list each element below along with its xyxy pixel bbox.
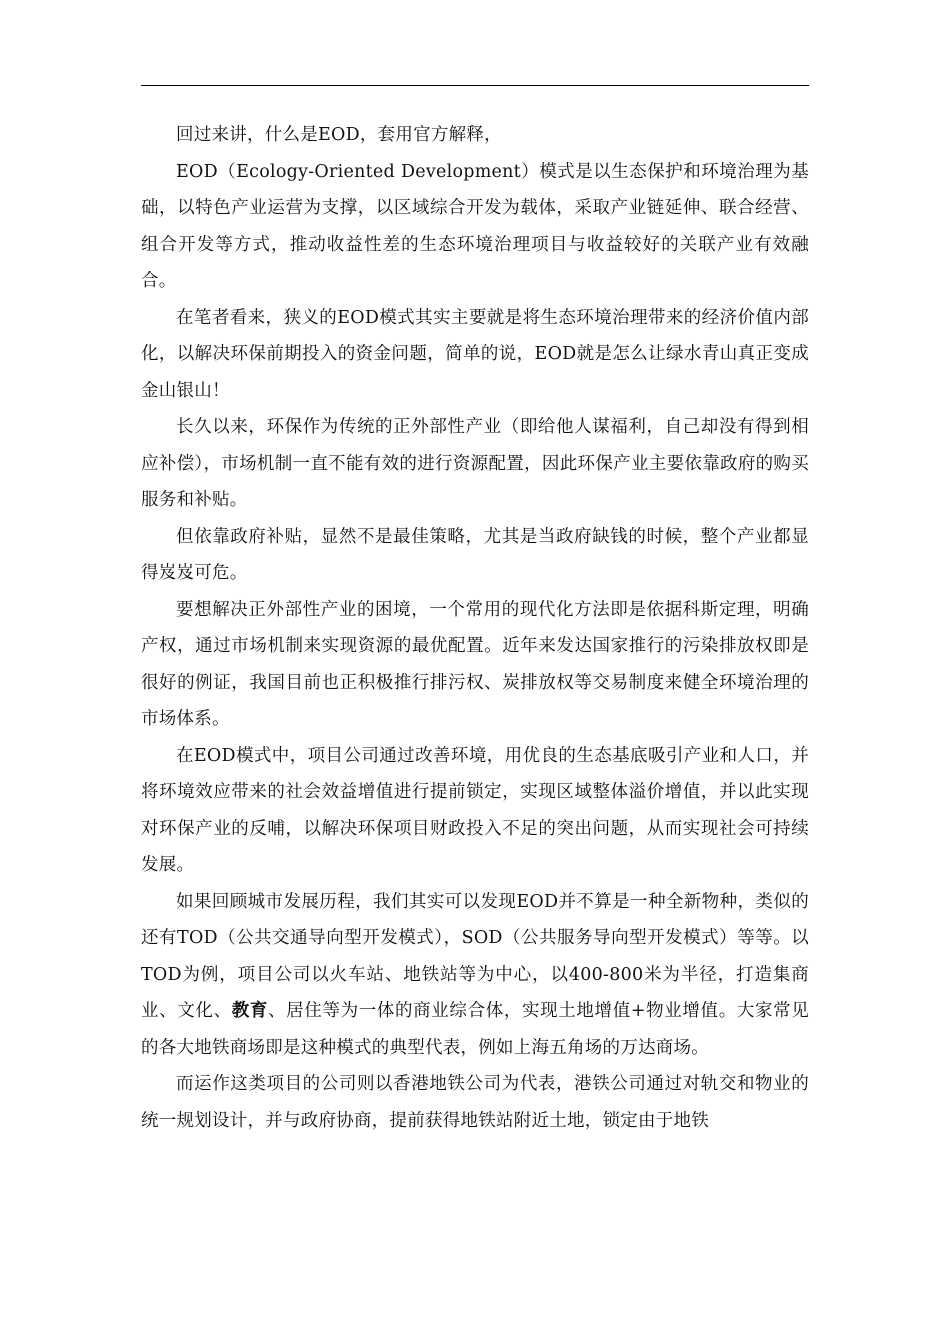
paragraph-8-text-before: 如果回顾城市发展历程，我们其实可以发现EOD并不算是一种全新物种，类似的还有TOD（公共交通导向型开发模式），SOD（公共服务导向型开发模式）等等。以TOD为例，项目公司以火车站、地铁站等为中心，以400-800米为半径，打造集商业、文化、 bbox=[141, 891, 809, 1021]
paragraph-4: 长久以来，环保作为传统的正外部性产业（即给他人谋福利，自己却没有得到相应补偿），市场机制一直不能有效的进行资源配置，因此环保产业主要依靠政府的购买服务和补贴。 bbox=[141, 417, 809, 510]
paragraph-2: EOD（Ecology-Oriented Development）模式是以生态保护和环境治理为基础，以特色产业运营为支撑，以区域综合开发为载体，采取产业链延伸、联合经营、组合开发等方式，推动收益性差的生态环境治理项目与收益较好的关联产业有效融合。 bbox=[141, 161, 809, 291]
paragraph-9: 而运作这类项目的公司则以香港地铁公司为代表，港铁公司通过对轨交和物业的统一规划设计，并与政府协商，提前获得地铁站附近土地，锁定由于地铁 bbox=[141, 1074, 809, 1131]
paragraph-8-text-after: 、居住等为一体的商业综合体，实现土地增值+物业增值。大家常见的各大地铁商场即是这种模式的典型代表，例如上海五角场的万达商场。 bbox=[141, 1001, 810, 1058]
paragraph-7: 在EOD模式中，项目公司通过改善环境，用优良的生态基底吸引产业和人口，并将环境效应带来的社会效益增值进行提前锁定，实现区域整体溢价增值，并以此实现对环保产业的反哺，以解决环保项目财政投入不足的突出问题，从而实现社会可持续发展。 bbox=[141, 745, 809, 875]
paragraph-1: 回过来讲，什么是EOD，套用官方解释， bbox=[176, 125, 502, 145]
paragraph-8 bbox=[141, 884, 809, 1067]
paragraph-6: 要想解决正外部性产业的困境，一个常用的现代化方法即是依据科斯定理，明确产权，通过市场机制来实现资源的最优配置。近年来发达国家推行的污染排放权即是很好的例证，我国目前也正积极推行排污权、炭排放权等交易制度来健全环境治理的市场体系。 bbox=[141, 599, 809, 729]
paragraph-5: 但依靠政府补贴，显然不是最佳策略，尤其是当政府缺钱的时候，整个产业都显得岌岌可危。 bbox=[141, 526, 809, 583]
bold-keyword: 教育 bbox=[231, 1001, 269, 1021]
paragraph-3: 在笔者看来，狭义的EOD模式其实主要就是将生态环境治理带来的经济价值内部化，以解决环保前期投入的资金问题，简单的说，EOD就是怎么让绿水青山真正变成金山银山！ bbox=[141, 307, 809, 401]
header-rule bbox=[141, 85, 809, 86]
document-body bbox=[141, 117, 809, 1139]
